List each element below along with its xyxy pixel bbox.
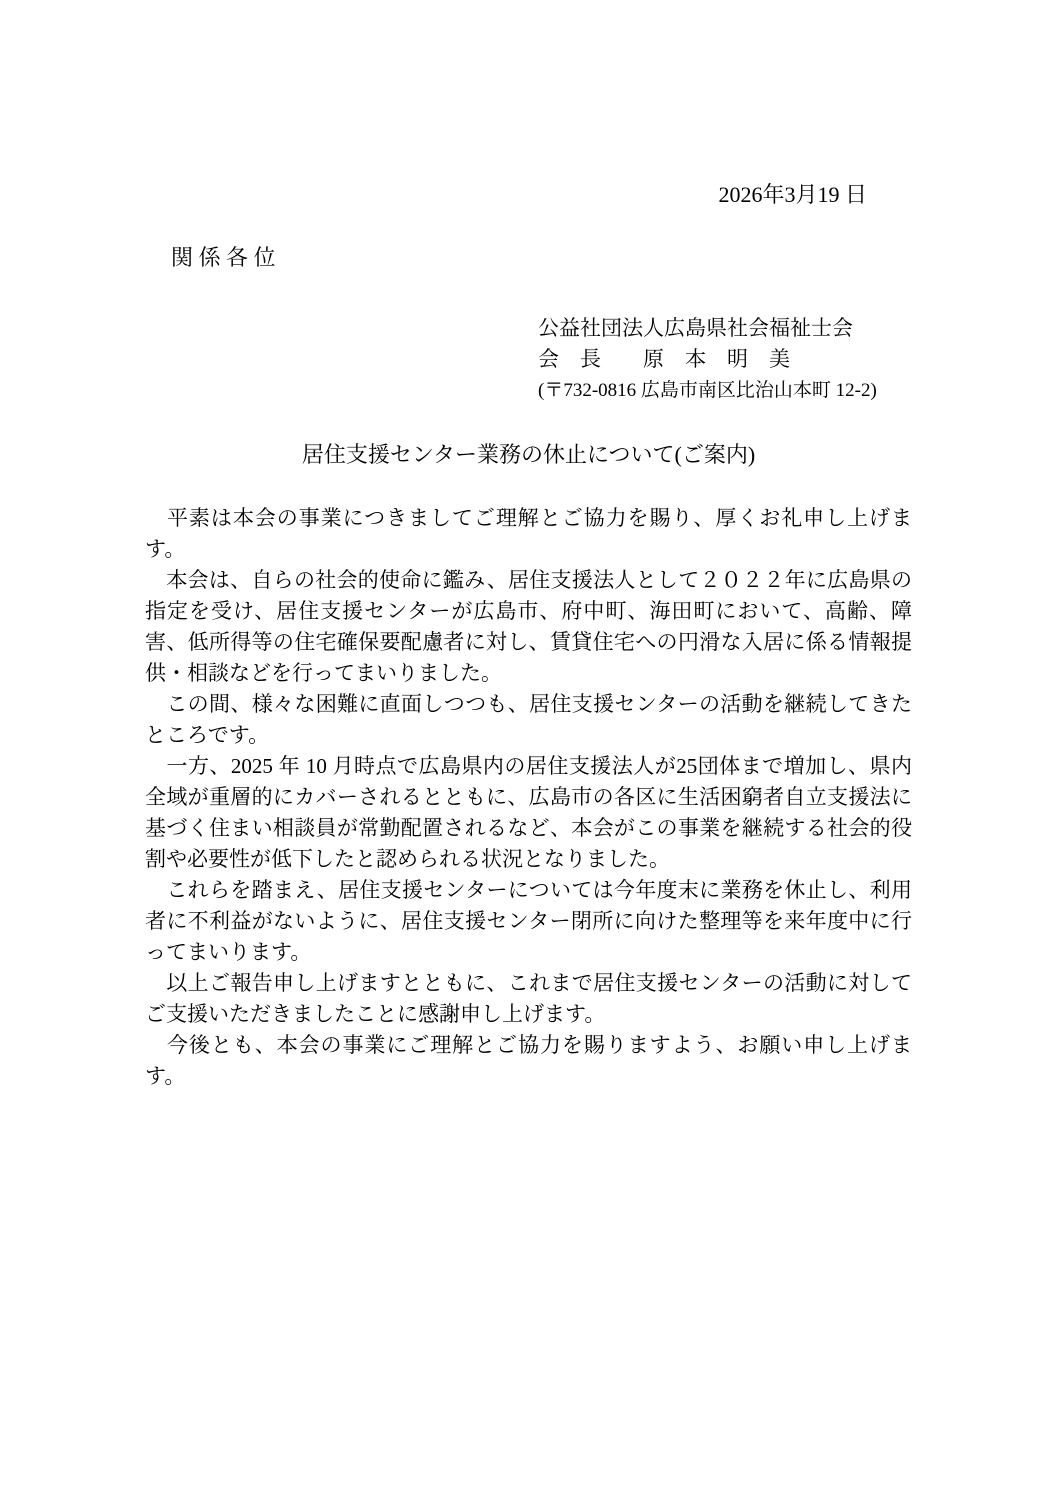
- sender-block: [145, 313, 912, 406]
- body-paragraph: 今後とも、本会の事業にご理解とご協力を賜りますよう、お願い申し上げます。: [145, 1033, 912, 1088]
- letter-subject: 居住支援センター業務の休止について(ご案内): [301, 442, 756, 467]
- body-paragraph: この間、様々な困難に直面しつつも、居住支援センターの活動を継続してきたところです。: [145, 692, 912, 747]
- body-paragraph: 平素は本会の事業につきましてご理解とご協力を賜り、厚くお礼申し上げます。: [145, 506, 912, 561]
- sender-address: (〒732-0816 広島市南区比治山本町 12-2): [538, 380, 877, 401]
- letter-date: 2026年3月19 日: [718, 182, 867, 207]
- letter-body: [145, 503, 912, 1092]
- sender-representative: 会 長 原 本 明 美: [538, 347, 790, 371]
- body-paragraph: 一方、2025 年 10 月時点で広島県内の居住支援法人が25団体まで増加し、県内全域が重層的にカバーされるとともに、広島市の各区に生活困窮者自立支援法に基づく住まい相談員が常勤配置されるなど、本会がこの事業を継続する社会的役割や必要性が低下したと認められる状況となりました。: [145, 754, 912, 871]
- body-paragraph: これらを踏まえ、居住支援センターについては今年度末に業務を休止し、利用者に不利益がないように、居住支援センター閉所に向けた整理等を来年度中に行ってまいります。: [145, 878, 912, 964]
- sender-organization: 公益社団法人広島県社会福祉士会: [538, 316, 853, 340]
- letter-recipient: 関 係 各 位: [171, 245, 276, 270]
- body-paragraph: 以上ご報告申し上げますとともに、これまで居住支援センターの活動に対してご支援いただきましたことに感謝申し上げます。: [145, 971, 912, 1026]
- body-paragraph: 本会は、自らの社会的使命に鑑み、居住支援法人として２０２２年に広島県の指定を受け、居住支援センターが広島市、府中町、海田町において、高齢、障害、低所得等の住宅確保要配慮者に対し、賃貸住宅への円滑な入居に係る情報提供・相談などを行ってまいりました。: [145, 568, 912, 685]
